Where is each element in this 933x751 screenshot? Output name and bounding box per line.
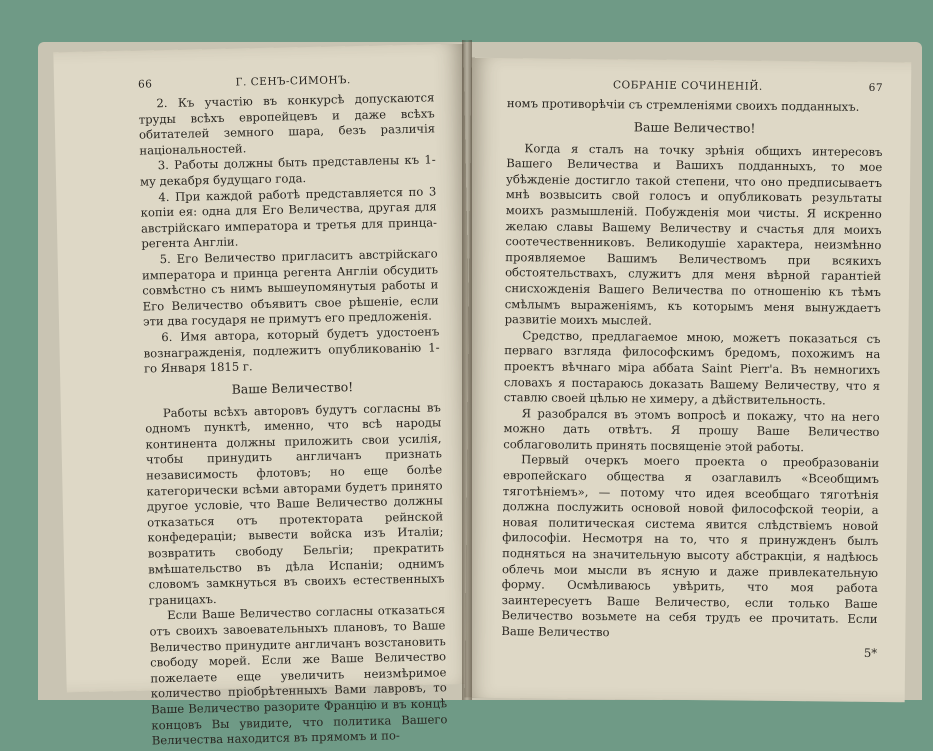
right-page-text <box>501 96 883 660</box>
running-title: СОБРАНІЕ СОЧИНЕНІЙ. <box>612 79 763 93</box>
paragraph: Средство, предлагаемое мною, можетъ показаться съ перваго взгляда философскимъ бредомъ, похожимъ на проектъ вѣчнаго міра аббата Saint Pierr'a. Въ немногихъ словахъ я постараюсь доказать Вашему Величеству, что я ставлю своей цѣлью не химеру, а дѣйствительность. <box>503 327 881 408</box>
book-gutter <box>462 40 472 700</box>
signature-mark: 5* <box>863 645 878 660</box>
numbered-item: 6. Имя автора, который будетъ удостоенъ вознагражденія, подлежитъ опубликованію 1-го Января 1815 г. <box>143 324 440 376</box>
numbered-item: 2. Къ участію въ конкурсѣ допускаются труды всѣхъ европейцевъ и даже всѣхъ обитателей земного шара, безъ различія національностей. <box>138 90 436 158</box>
section-heading: Ваше Величество! <box>633 119 756 136</box>
numbered-item: 3. Работы должны быть представлены къ 1-му декабря будущаго года. <box>139 152 436 189</box>
paragraph: Первый очеркъ моего проекта о преобразованіи европейскаго общества я озаглавилъ «Всеобщимъ тяготѣніемъ», — потому что идея всеобщаго тяготѣнія должна послужить основой новой философской теоріи, а новая политическая система явится слѣдствіемъ новой философіи. Несмотря на то, что я принужденъ былъ подняться на значительную высоту абстракціи, я надѣюсь облечь мои мысли въ ясную и даже привлекательную форму. Осмѣливаюсь увѣрить, что моя работа заинтересуетъ Ваше Величество, если только Ваше Величество возьмете на себя трудъ ее прочитать. Если Ваше Величество <box>501 452 880 640</box>
left-page <box>53 44 476 748</box>
page-number: 67 <box>868 81 884 95</box>
paragraph: Когда я сталъ на точку зрѣнія общихъ интересовъ Вашего Величества и Вашихъ подданныхъ, то мое убѣжденіе достигло такой степени, что оно предписываетъ мнѣ возвысить свой голосъ и опубликовать результаты моихъ размышленій. Побужденія мои чисты. Я искренно желаю славы Вашему Величеству и счастья для моихъ соотечественниковъ. Великодушіе характера, неизмѣнно проявляемое Вашимъ Величествомъ при всякихъ обстоятельствахъ, служитъ для меня вѣрной гарантіей снисхожденія Вашего Величества по отношенію къ тѣмъ смѣлымъ выраженіямъ, къ которымъ меня вынуждаетъ развитіе моихъ мыслей. <box>504 140 883 328</box>
paragraph: Если Ваше Величество согласны отказаться отъ своихъ завоевательныхъ плановъ, то Ваше Величество принудите англичанъ возстановить свободу морей. Если же Ваше Величество пожелаете еще увеличить неизмѣримое количество пріобрѣтенныхъ Вами лавровъ, то Ваше Величество разорите Францію и въ концѣ концовъ Вы увидите, что политика Вашего Величества находится въ прямомъ и по- <box>149 602 448 748</box>
right-page <box>465 58 912 703</box>
section-heading: Ваше Величество! <box>231 378 354 397</box>
numbered-item: 5. Его Величество пригласитъ австрійскаго императора и принца регента Англіи обсудить совмѣстно съ нимъ вышеупомянутыя работы и Его Величество объявитъ свое рѣшеніе, если эти два государя не примутъ его предложенія. <box>141 246 439 329</box>
left-page-text <box>138 90 448 749</box>
paragraph-continuation: номъ противорѣчіи съ стремленіями своихъ подданныхъ. <box>506 96 860 114</box>
numbered-item: 4. При каждой работѣ представляется по 3 копіи ея: одна для Его Величества, другая для австрійскаго императора и третья для принца-регента Англіи. <box>140 183 438 251</box>
paragraph: Я разобрался въ этомъ вопросѣ и покажу, что на него можно дать отвѣтъ. Я прошу Ваше Величество соблаговолить принять посвященіе этой работы. <box>503 405 880 455</box>
left-page-header <box>138 72 434 90</box>
paragraph: Работы всѣхъ авторовъ будутъ согласны въ одномъ пунктѣ, именно, что всѣ народы континента должны приложить свои усилія, чтобы принудить англичанъ признать независимость флотовъ; но еще болѣе категорически всѣми авторами будетъ принято другое условіе, что Ваше Величество должны отказаться отъ протектората рейнской конфедераціи; вывести войска изъ Италіи; возвратить свободу Бельгіи; прекратить вмѣшательство въ дѣла Испаніи; однимъ словомъ замкнуться въ своихъ естественныхъ границахъ. <box>145 400 445 608</box>
page-number: 66 <box>137 78 153 91</box>
right-page-header <box>507 78 883 94</box>
running-title: Г. СЕНЪ-СИМОНЪ. <box>235 74 351 89</box>
